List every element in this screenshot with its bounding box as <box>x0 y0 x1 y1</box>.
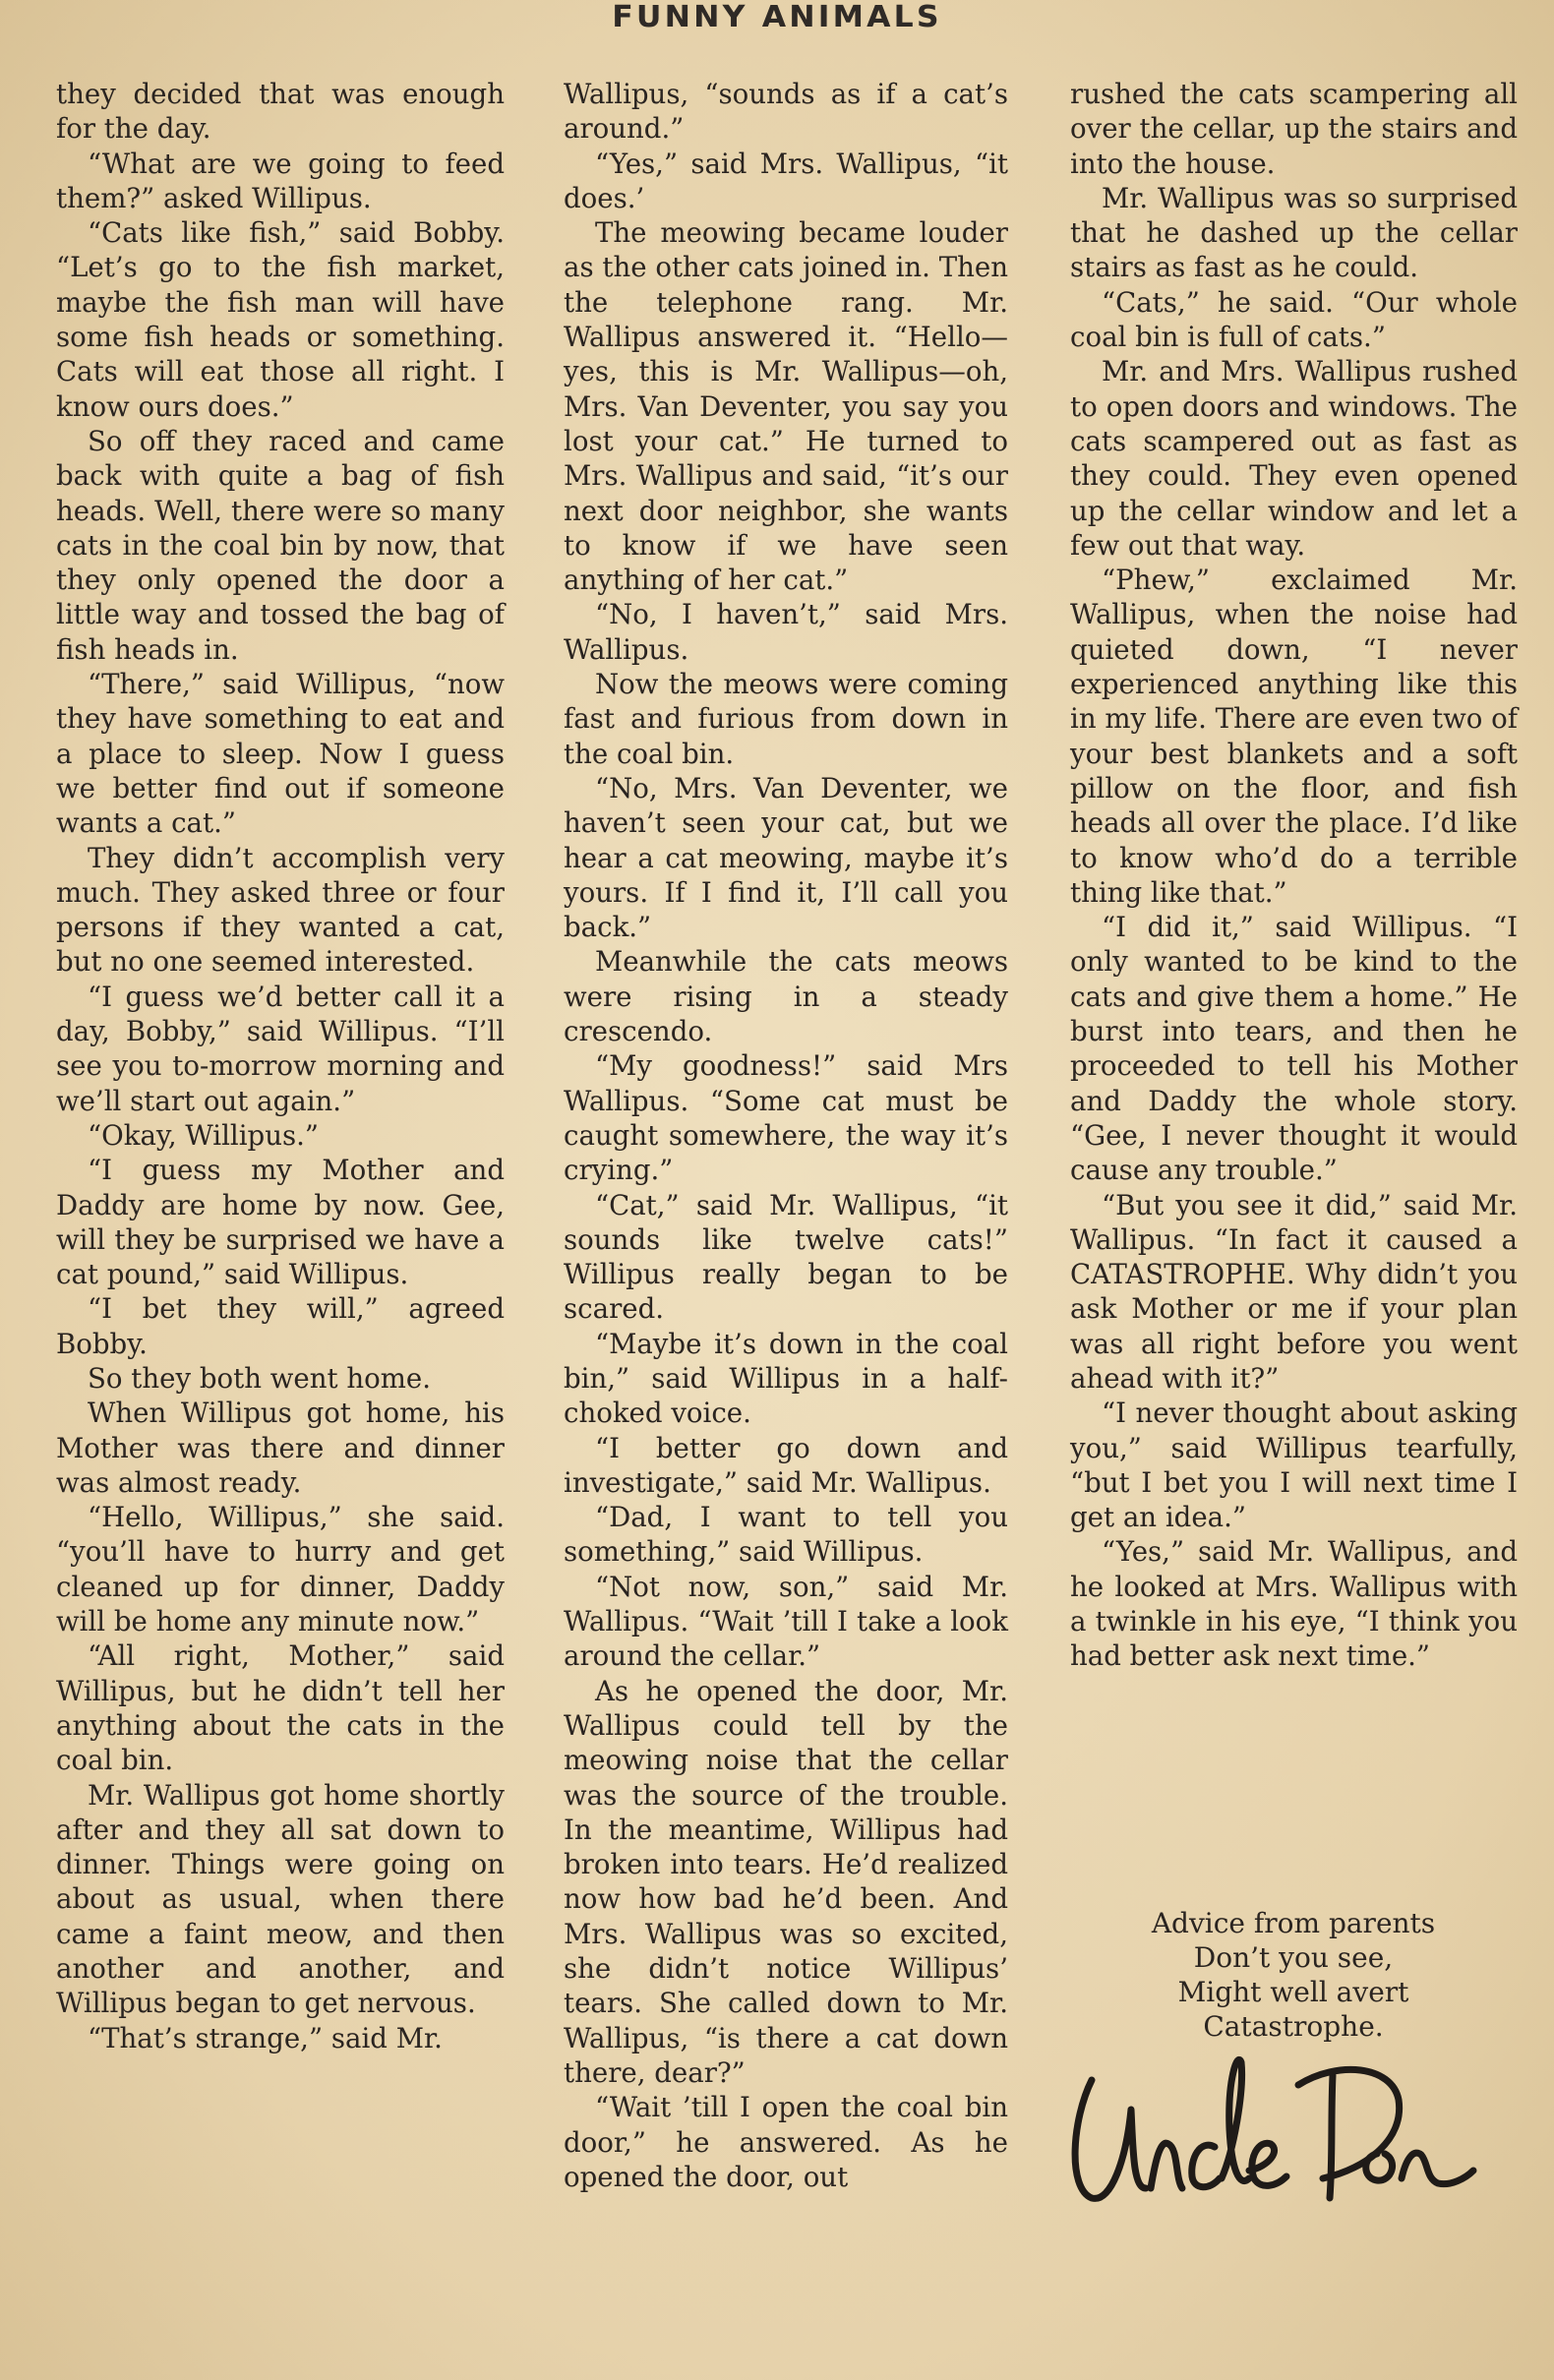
story-paragraph: “Okay, Willipus.” <box>88 1118 320 1152</box>
story-paragraph: rushed the cats scampering all over the cellar, up the stairs and into the house. <box>1070 78 1518 180</box>
story-paragraph: “I guess my Mother and Daddy are home by now. Gee, will they be surprised we have a cat pound,” said Willipus. <box>56 1154 505 1291</box>
story-paragraph: They didn’t accomplish very much. They asked three or four persons if they wanted a cat, but no one seemed interested. <box>56 841 505 979</box>
story-paragraph: “I guess we’d better call it a day, Bobby,” said Willipus. “I’ll see you to-morrow morning and we’ll start out again.” <box>56 980 505 1117</box>
story-paragraph: “No, I haven’t,” said Mrs. Wallipus. <box>564 598 1008 666</box>
text-column-3 <box>1070 77 1518 1674</box>
story-paragraph: “I better go down and investigate,” said Mr. Wallipus. <box>564 1431 1008 1499</box>
verse-line: Might well avert <box>1177 1976 1409 2008</box>
story-paragraph: Now the meows were coming fast and furious from down in the coal bin. <box>564 668 1008 770</box>
story-paragraph: As he opened the door, Mr. Wallipus could tell by the meowing noise that the cellar was the source of the trouble. In the meantime, Willipus had broken into tears. He’d realized now how bad he’d been. And Mrs. Wallipus was so excited, she didn’t notice Willipus’ tears. She called down to Mr. Wallipus, “is there a cat down there, dear?” <box>564 1674 1008 2089</box>
story-paragraph: “Wait ’till I open the coal bin door,” he answered. As he opened the door, out <box>564 2091 1008 2193</box>
verse-line: Don’t you see, <box>1193 1941 1394 1974</box>
story-paragraph: “Cats,” he said. “Our whole coal bin is full of cats.” <box>1070 285 1518 354</box>
story-paragraph: “Not now, son,” said Mr. Wallipus. “Wait ’till I take a look around the cellar.” <box>564 1570 1008 1673</box>
story-paragraph: Mr. Wallipus was so surprised that he dashed up the cellar stairs as fast as he could. <box>1070 181 1518 284</box>
story-paragraph: “Yes,” said Mrs. Wallipus, “it does.’ <box>564 147 1008 214</box>
running-title: FUNNY ANIMALS <box>612 0 942 34</box>
verse-line: Advice from parents <box>1151 1907 1436 1939</box>
story-paragraph: “Hello, Willipus,” she said. “you’ll have to hurry and get cleaned up for dinner, Daddy will be home any minute now.” <box>56 1501 505 1638</box>
story-paragraph: “I did it,” said Willipus. “I only wanted to be kind to the cats and give them a home.” He burst into tears, and then he proceeded to tell his Mother and Daddy the whole story. “Gee, I never thought it would cause any trouble.” <box>1070 911 1518 1187</box>
story-paragraph: “All right, Mother,” said Willipus, but he didn’t tell her anything about the cats in the coal bin. <box>56 1639 505 1777</box>
story-paragraph: So they both went home. <box>88 1361 431 1395</box>
story-paragraph: So off they raced and came back with quite a bag of fish heads. Well, there were so many cats in the coal bin by now, that they only opened the door a little way and tossed the bag of fish heads in. <box>56 424 505 666</box>
story-paragraph: Wallipus, “sounds as if a cat’s around.” <box>564 78 1008 146</box>
text-column-2 <box>564 77 1008 2194</box>
uncle-don-signature <box>1052 2041 1485 2213</box>
story-paragraph: “Cats like fish,” said Bobby. “Let’s go to the fish market, maybe the fish man will have some fish heads or something. Cats will eat those all right. I know ours does.” <box>56 216 505 423</box>
text-column-1 <box>56 77 505 2055</box>
story-paragraph: “Yes,” said Mr. Wallipus, and he looked at Mrs. Wallipus with a twinkle in his eye, “I think you had better ask next time.” <box>1070 1535 1518 1673</box>
story-paragraph: “Maybe it’s down in the coal bin,” said Willipus in a half-choked voice. <box>564 1327 1008 1430</box>
story-paragraph: When Willipus got home, his Mother was there and dinner was almost ready. <box>56 1397 505 1499</box>
story-paragraph: they decided that was enough for the day. <box>56 78 505 146</box>
story-paragraph: “There,” said Willipus, “now they have something to eat and a place to sleep. Now I guess we better find out if someone wants a cat.” <box>56 668 505 840</box>
story-paragraph: The meowing became louder as the other cats joined in. Then the telephone rang. Mr. Wallipus answered it. “Hello—yes, this is Mr. Wallipus—oh, Mrs. Van Deventer, you say you lost your cat.” He turned to Mrs. Wallipus and said, “it’s our next door neighbor, she wants to know if we have seen anything of her cat.” <box>564 216 1008 597</box>
story-paragraph: Meanwhile the cats meows were rising in a steady crescendo. <box>564 945 1008 1048</box>
story-paragraph: “No, Mrs. Van Deventer, we haven’t seen your cat, but we hear a cat meowing, maybe it’s yours. If I find it, I’ll call you back.” <box>564 771 1008 944</box>
story-paragraph: “That’s strange,” said Mr. <box>88 2021 443 2054</box>
story-paragraph: “What are we going to feed them?” asked Willipus. <box>56 147 505 214</box>
story-paragraph: “I bet they will,” agreed Bobby. <box>56 1292 505 1360</box>
story-paragraph: Mr. Wallipus got home shortly after and they all sat down to dinner. Things were going on about as usual, when there came a faint meow, and then another and another, and Willipus began to get nervous. <box>56 1778 505 2020</box>
story-paragraph: “Cat,” said Mr. Wallipus, “it sounds like twelve cats!” Willipus really began to be scared. <box>564 1188 1008 1326</box>
verse-line: Catastrophe. <box>1203 2010 1384 2043</box>
story-paragraph: “Phew,” exclaimed Mr. Wallipus, when the noise had quieted down, “I never experienced anything like this in my life. There are even two of your best blankets and a soft pillow on the floor, and fish heads all over the place. I’d like to know who’d do a terrible thing like that.” <box>1070 564 1518 909</box>
story-paragraph: “My goodness!” said Mrs Wallipus. “Some cat must be caught somewhere, the way it’s crying.” <box>564 1049 1008 1187</box>
story-paragraph: “But you see it did,” said Mr. Wallipus. “In fact it caused a CATASTROPHE. Why didn’t you ask Mother or me if your plan was all right before you went ahead with it?” <box>1070 1188 1518 1395</box>
story-paragraph: “I never thought about asking you,” said Willipus tearfully, “but I bet you I will next time I get an idea.” <box>1070 1397 1518 1534</box>
story-paragraph: Mr. and Mrs. Wallipus rushed to open doors and windows. The cats scampered out as fast as they could. They even opened up the cellar window and let a few out that way. <box>1070 355 1518 562</box>
story-paragraph: “Dad, I want to tell you something,” said Willipus. <box>564 1501 1008 1569</box>
closing-verse <box>1072 1906 1515 2044</box>
